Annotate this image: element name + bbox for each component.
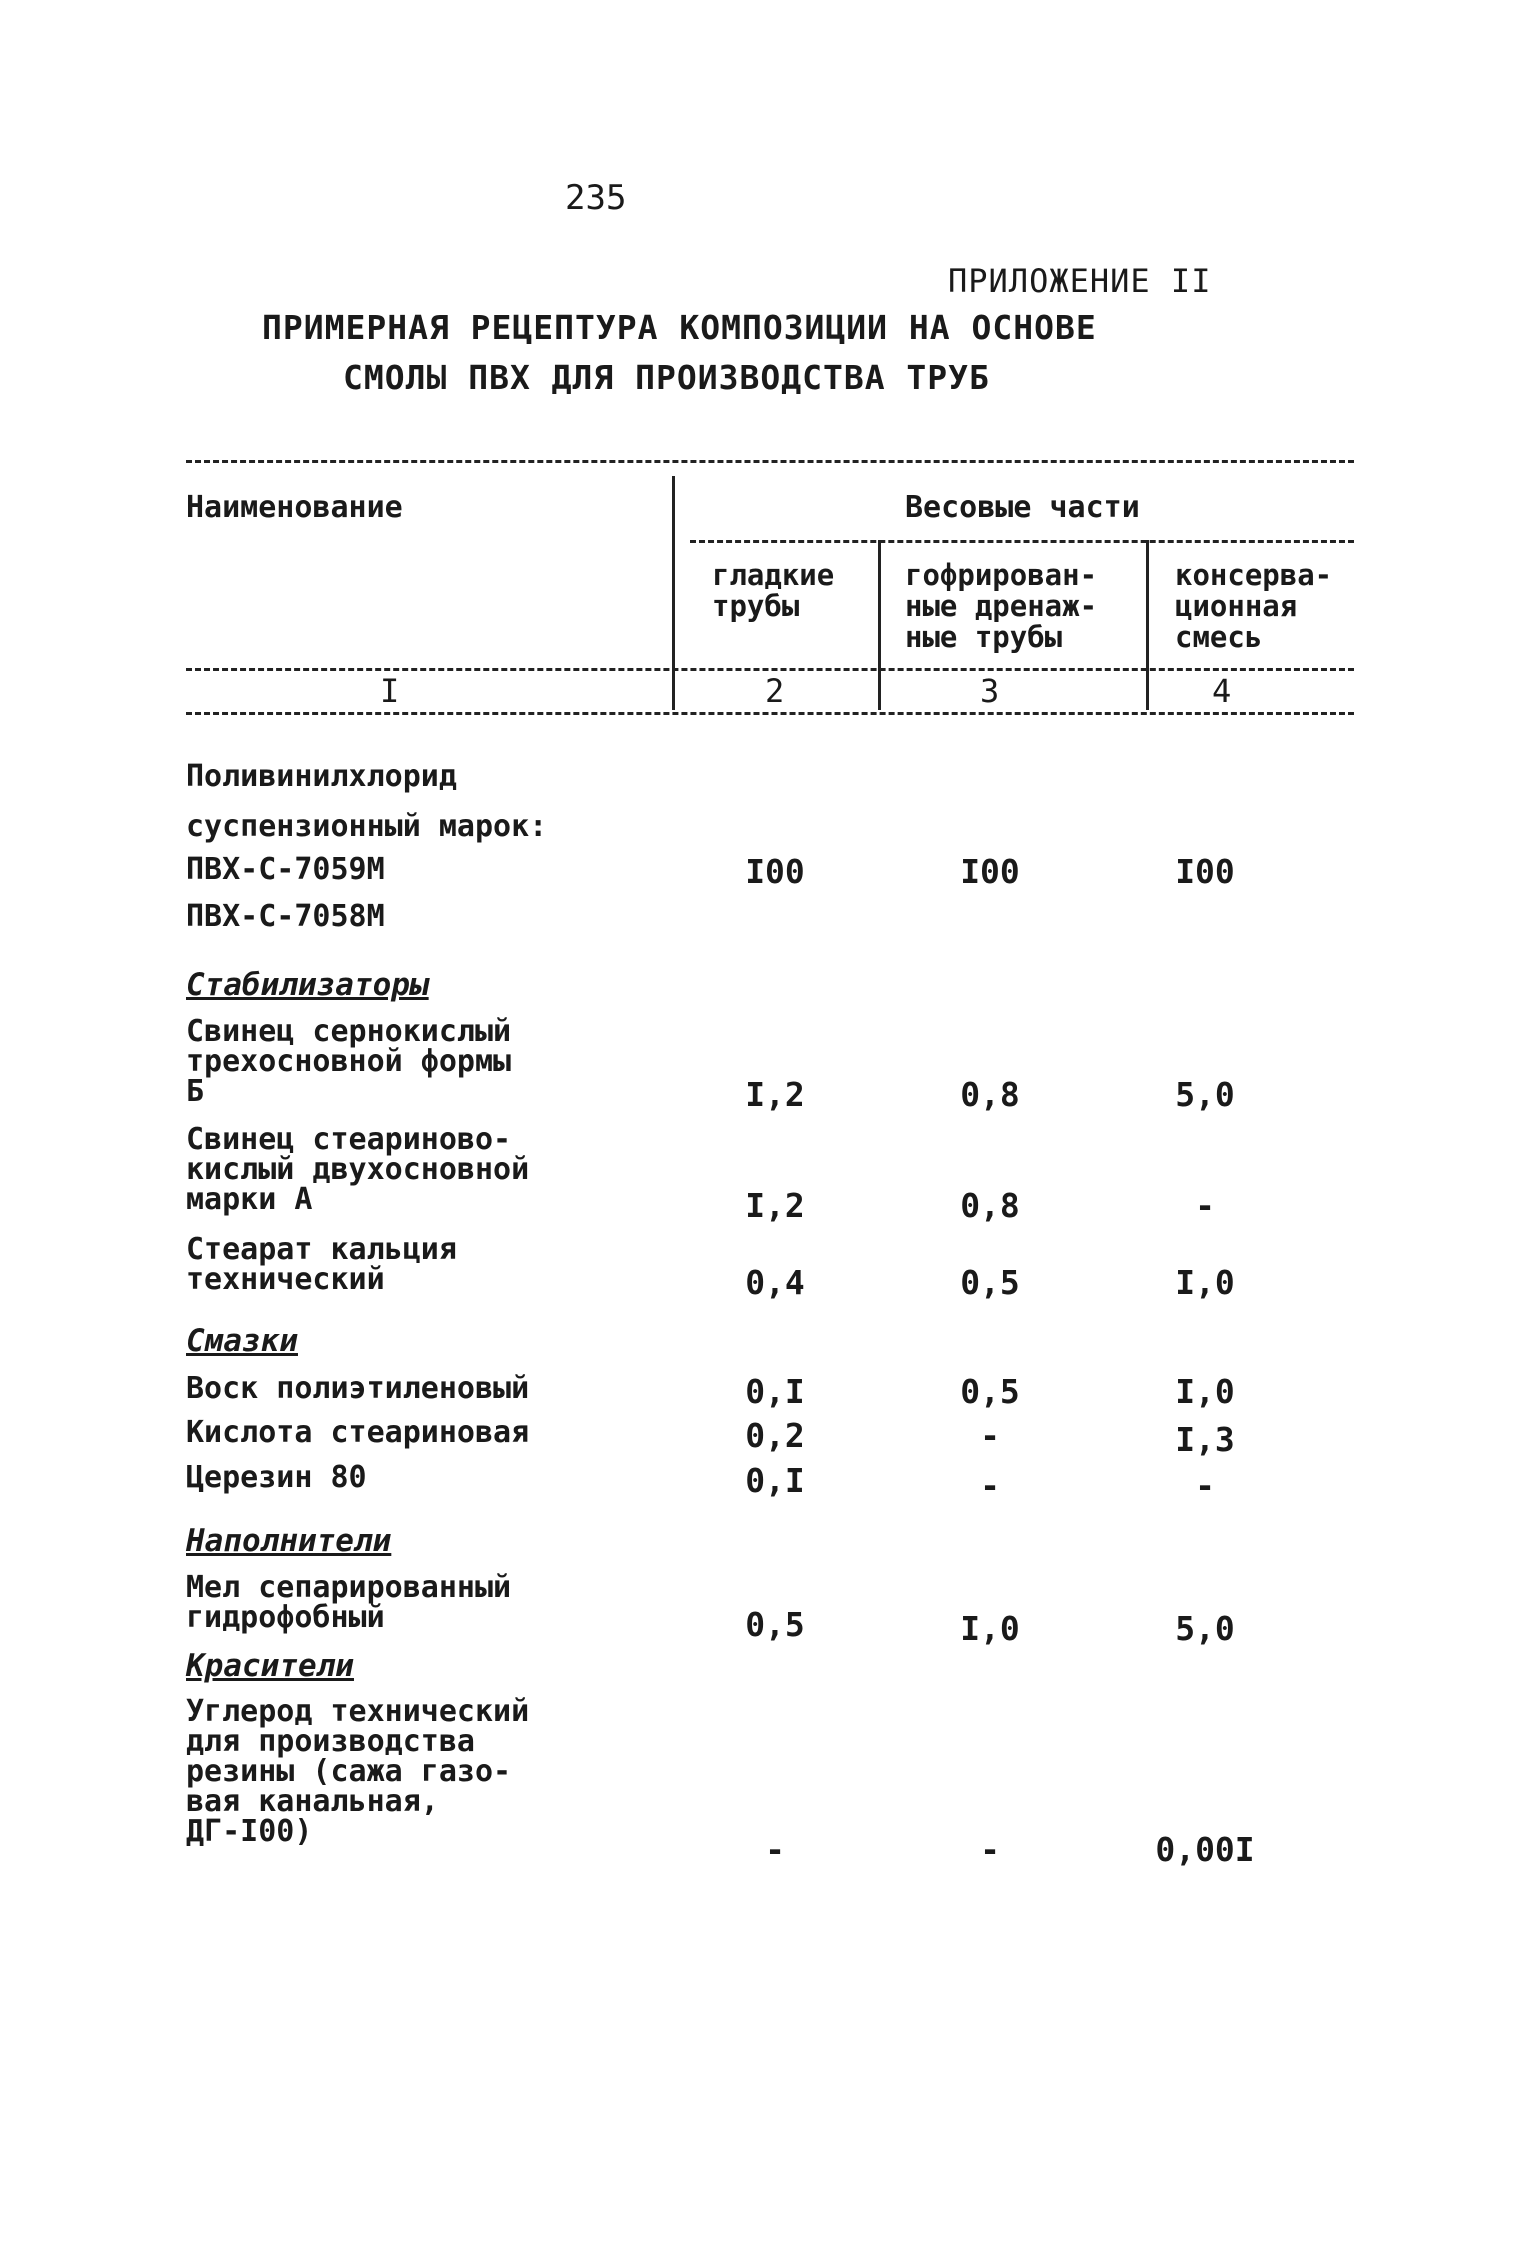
row-name-pvc-7058m: ПВХ-С-7058М [186, 899, 385, 934]
value-carbon-black-preservation: 0,00I [1155, 1830, 1255, 1869]
title-line-1: ПРИМЕРНАЯ РЕЦЕПТУРА КОМПОЗИЦИИ НА ОСНОВЕ [262, 308, 1097, 347]
appendix-label: ПРИЛОЖЕНИЕ II [948, 262, 1212, 300]
value-pvc-preservation: I00 [1175, 852, 1235, 891]
value-pvc-smooth: I00 [745, 852, 805, 891]
column-divider-2 [878, 540, 881, 710]
value-chalk-preservation: 5,0 [1175, 1609, 1235, 1648]
value-lead-sulfate-corrugated: 0,8 [960, 1075, 1020, 1114]
subheader-smooth-pipes: гладкие трубы [712, 558, 835, 623]
column-divider-3 [1146, 540, 1149, 710]
row-name-lead-stearate: Свинец стеариново- кислый двухосновной марки А [186, 1122, 530, 1217]
column-number-2: 2 [765, 672, 785, 710]
value-ceresin-smooth: 0,I [745, 1461, 805, 1500]
row-name-lead-sulfate: Свинец сернокислый трехосновной формы Б [186, 1014, 512, 1109]
header-bottom-rule [186, 668, 1354, 671]
row-name-ceresin: Церезин 80 [186, 1460, 367, 1495]
table-top-rule [186, 460, 1354, 463]
column-number-1: I [380, 672, 400, 710]
row-name-pvc: Поливинилхлорид [186, 759, 457, 794]
value-stearic-acid-preservation: I,3 [1175, 1420, 1235, 1459]
value-stearic-acid-corrugated: - [980, 1416, 1000, 1455]
value-polyethylene-wax-preservation: I,0 [1175, 1372, 1235, 1411]
header-weight-parts: Весовые части [905, 490, 1140, 525]
column-number-3: 3 [980, 672, 1000, 710]
value-polyethylene-wax-smooth: 0,I [745, 1372, 805, 1411]
row-name-carbon-black: Углерод технический для производства резины (сажа газо- вая канальная, ДГ-I00) [186, 1694, 530, 1849]
row-name-suspension-grades: суспензионный марок: [186, 809, 548, 844]
value-lead-sulfate-preservation: 5,0 [1175, 1075, 1235, 1114]
header-name: Наименование [186, 490, 403, 525]
value-pvc-corrugated: I00 [960, 852, 1020, 891]
value-ceresin-preservation: - [1195, 1466, 1215, 1505]
subheader-corrugated-pipes: гофрирован- ные дренаж- ные трубы [905, 558, 1098, 654]
section-colorants: Красители [186, 1648, 354, 1684]
value-calcium-stearate-smooth: 0,4 [745, 1263, 805, 1302]
value-polyethylene-wax-corrugated: 0,5 [960, 1372, 1020, 1411]
value-carbon-black-smooth: - [765, 1830, 785, 1869]
column-number-4: 4 [1212, 672, 1232, 710]
row-name-polyethylene-wax: Воск полиэтиленовый [186, 1371, 530, 1406]
row-name-stearic-acid: Кислота стеариновая [186, 1415, 530, 1450]
value-lead-stearate-smooth: I,2 [745, 1186, 805, 1225]
column-divider-1 [672, 476, 675, 710]
row-name-calcium-stearate: Стеарат кальция технический [186, 1232, 457, 1297]
value-lead-sulfate-smooth: I,2 [745, 1075, 805, 1114]
value-ceresin-corrugated: - [980, 1466, 1000, 1505]
section-lubricants: Смазки [186, 1323, 298, 1359]
section-stabilizers: Стабилизаторы [186, 967, 429, 1003]
value-stearic-acid-smooth: 0,2 [745, 1416, 805, 1455]
subheader-rule [690, 540, 1354, 543]
column-number-rule [186, 712, 1354, 715]
value-carbon-black-corrugated: - [980, 1830, 1000, 1869]
value-chalk-corrugated: I,0 [960, 1609, 1020, 1648]
value-calcium-stearate-preservation: I,0 [1175, 1263, 1235, 1302]
value-lead-stearate-preservation: - [1195, 1186, 1215, 1225]
row-name-pvc-7059m: ПВХ-С-7059М [186, 852, 385, 887]
section-fillers: Наполнители [186, 1523, 392, 1559]
value-lead-stearate-corrugated: 0,8 [960, 1186, 1020, 1225]
title-line-2: СМОЛЫ ПВХ ДЛЯ ПРОИЗВОДСТВА ТРУБ [343, 358, 990, 397]
row-name-chalk: Мел сепарированный гидрофобный [186, 1570, 512, 1635]
subheader-preservation-mix: консерва- ционная смесь [1175, 558, 1333, 654]
page-number: 235 [565, 178, 627, 218]
value-chalk-smooth: 0,5 [745, 1605, 805, 1644]
value-calcium-stearate-corrugated: 0,5 [960, 1263, 1020, 1302]
